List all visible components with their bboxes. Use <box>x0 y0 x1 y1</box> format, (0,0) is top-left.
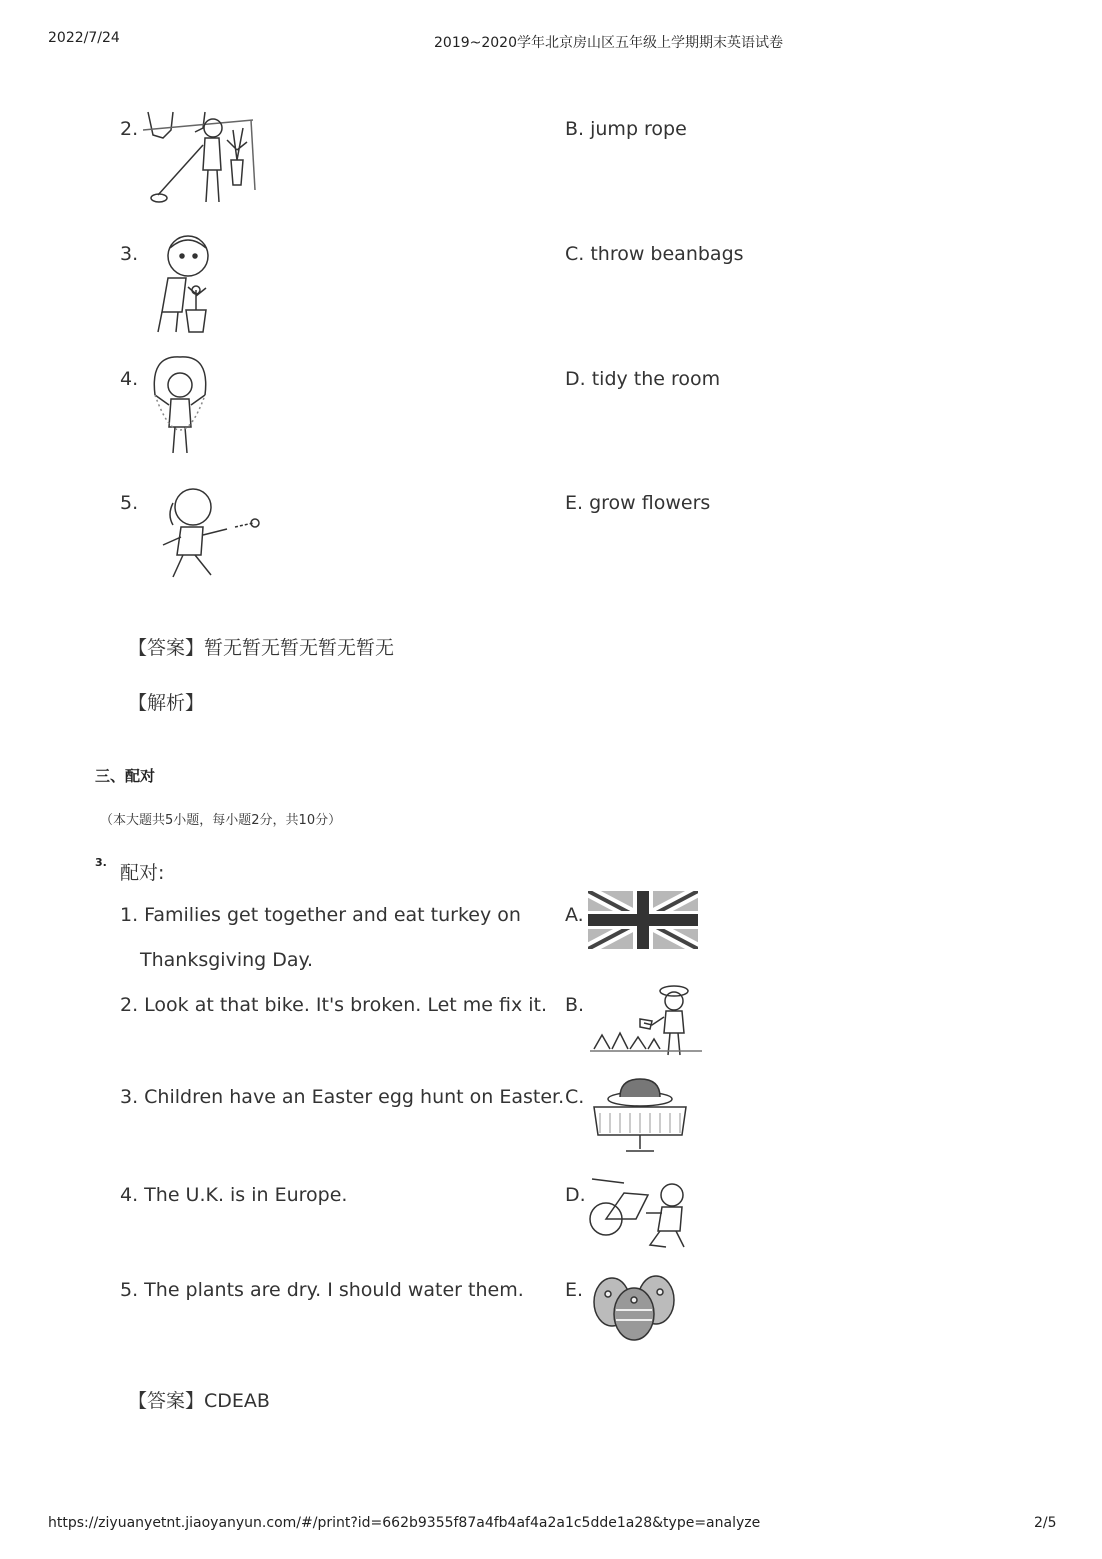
boy-watering-plants-picture <box>590 983 702 1057</box>
girl-sweeping-picture <box>143 110 258 212</box>
turkey-dinner-picture <box>590 1073 690 1155</box>
option-c: C. throw beanbags <box>565 243 744 265</box>
analysis-label: 【解析】 <box>128 692 205 714</box>
uk-flag-picture <box>588 891 698 949</box>
footer-url: https://ziyuanyetnt.jiaoyanyun.com/#/print?id=662b9355f87a4fb4af4a2a1c5dde1a28&type=analyze <box>48 1515 761 1531</box>
option-e: E. grow flowers <box>565 492 711 514</box>
answer-text: 【答案】暂无暂无暂无暂无暂无 <box>128 637 395 659</box>
answer-text: 【答案】CDEAB <box>128 1390 270 1412</box>
girl-throwing-picture <box>155 485 263 585</box>
boy-fixing-bike-picture <box>588 1173 692 1251</box>
match-sentence-1: 1. Families get together and eat turkey on <box>120 904 521 926</box>
question-title: 配对: <box>120 862 165 884</box>
header-title: 2019~2020学年北京房山区五年级上学期期末英语试卷 <box>434 35 783 51</box>
match-letter-c: C. <box>565 1086 585 1108</box>
match-letter-e: E. <box>565 1279 584 1301</box>
match-sentence-1-cont: Thanksgiving Day. <box>140 949 314 971</box>
match-letter-a: A. <box>565 904 584 926</box>
item-number: 2. <box>120 118 139 140</box>
match-sentence-5: 5. The plants are dry. I should water them. <box>120 1279 524 1301</box>
girl-jumping-rope-picture <box>145 355 215 461</box>
girl-planting-picture <box>148 232 214 336</box>
option-b: B. jump rope <box>565 118 687 140</box>
question-number: 3. <box>95 856 107 869</box>
item-number: 3. <box>120 243 139 265</box>
easter-eggs-picture <box>590 1270 678 1342</box>
header-date: 2022/7/24 <box>48 30 120 46</box>
section-title: 三、配对 <box>95 767 156 785</box>
item-number: 5. <box>120 492 139 514</box>
match-sentence-2: 2. Look at that bike. It's broken. Let me fix it. <box>120 994 548 1016</box>
match-letter-b: B. <box>565 994 585 1016</box>
match-sentence-4: 4. The U.K. is in Europe. <box>120 1184 348 1206</box>
item-number: 4. <box>120 368 139 390</box>
match-sentence-3: 3. Children have an Easter egg hunt on Easter. <box>120 1086 565 1108</box>
section-description: （本大题共5小题，每小题2分，共10分） <box>100 813 342 828</box>
footer-page-number: 2/5 <box>1034 1515 1057 1531</box>
option-d: D. tidy the room <box>565 368 721 390</box>
match-letter-d: D. <box>565 1184 586 1206</box>
